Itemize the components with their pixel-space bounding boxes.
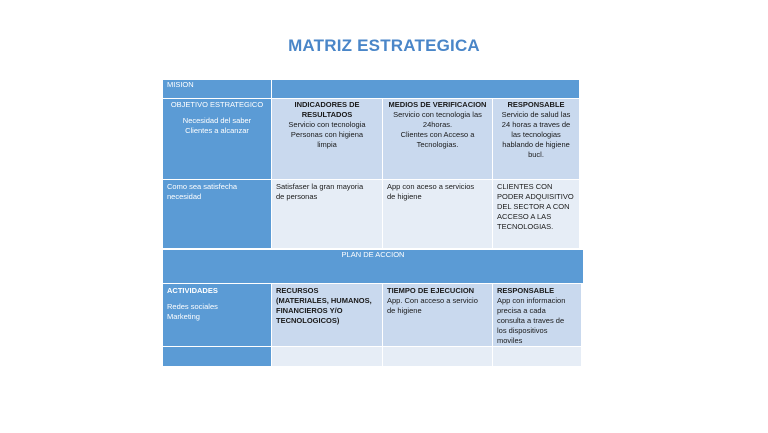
row2-col4-line3: DEL SECTOR A CON bbox=[497, 202, 570, 211]
mision-value-cell bbox=[272, 80, 579, 98]
responsable2-line1: RESPONSABLE bbox=[497, 286, 555, 295]
medios-body2: 24horas. bbox=[422, 120, 453, 129]
row2-col3-cell bbox=[383, 180, 492, 248]
tiempo-line3: de higiene bbox=[387, 306, 422, 315]
tiempo-line2: App. Con acceso a servicio bbox=[387, 296, 478, 305]
last-row-col1 bbox=[163, 347, 271, 366]
row2-col4-line5: TECNOLOGIAS. bbox=[497, 222, 554, 231]
row2-col2-line1: Satisfaser la gran mayoria bbox=[276, 182, 364, 191]
responsable2-line3: precisa a cada bbox=[497, 306, 546, 315]
last-row-col3 bbox=[383, 347, 492, 366]
actividades-item2: Marketing bbox=[167, 312, 200, 321]
last-row-col2 bbox=[272, 347, 382, 366]
indicadores-header1: INDICADORES DE bbox=[294, 100, 360, 109]
row2-col3-line2: de higiene bbox=[387, 192, 422, 201]
indicadores-cell bbox=[272, 99, 382, 179]
responsable1-body2: 24 horas a traves de bbox=[501, 120, 571, 129]
recursos-line2: (MATERIALES, HUMANOS, bbox=[276, 296, 372, 305]
indicadores-body1: Servicio con tecnologia bbox=[288, 120, 366, 129]
row2-col4-line2: PODER ADQUISITIVO bbox=[497, 192, 574, 201]
medios-body3: Clientes con Acceso a bbox=[400, 130, 475, 139]
row2-col2-cell bbox=[272, 180, 382, 248]
recursos-line1: RECURSOS bbox=[276, 286, 319, 295]
responsable2-line2: App con informacion bbox=[497, 296, 566, 305]
objetivo-line1: Necesidad del saber bbox=[182, 116, 252, 125]
medios-body1: Servicio con tecnologia las bbox=[393, 110, 482, 119]
mision-label-cell bbox=[163, 80, 271, 98]
tiempo-cell bbox=[383, 284, 492, 346]
recursos-line3: FINANCIEROS Y/O bbox=[276, 306, 343, 315]
row2-col1-line1: Como sea satisfecha bbox=[167, 182, 238, 191]
indicadores-body2: Personas con higiena bbox=[290, 130, 364, 139]
recursos-cell bbox=[272, 284, 382, 346]
responsable2-line4: consulta a traves de bbox=[497, 316, 565, 325]
medios-body4: Tecnologias. bbox=[416, 140, 459, 149]
responsable1-body4: hablando de higiene bbox=[502, 140, 570, 149]
tiempo-line1: TIEMPO DE EJECUCION bbox=[387, 286, 475, 295]
row2-col4-cell bbox=[493, 180, 579, 248]
row2-col2-line2: de personas bbox=[276, 192, 318, 201]
objetivo-label: OBJETIVO ESTRATEGICO bbox=[170, 100, 264, 109]
actividades-label: ACTIVIDADES bbox=[167, 286, 218, 295]
actividades-item1: Redes sociales bbox=[167, 302, 218, 311]
objetivo-line2: Clientes a alcanzar bbox=[185, 126, 249, 135]
plan-label: PLAN DE ACCION bbox=[341, 250, 405, 259]
responsable1-body5: bucl. bbox=[528, 150, 544, 159]
last-row-col4 bbox=[493, 347, 581, 366]
row2-col4-line1: CLIENTES CON bbox=[497, 182, 553, 191]
medios-cell bbox=[383, 99, 492, 179]
responsable1-body1: Servicio de salud las bbox=[501, 110, 571, 119]
row2-col1-cell bbox=[163, 180, 271, 248]
plan-band bbox=[163, 250, 583, 283]
responsable2-line6: moviles bbox=[497, 336, 523, 345]
row2-col3-line1: App con aceso a servicios bbox=[387, 182, 475, 191]
responsable1-cell bbox=[493, 99, 579, 179]
indicadores-body3: limpia bbox=[317, 140, 337, 149]
recursos-line4: TECNOLOGICOS) bbox=[276, 316, 340, 325]
objetivo-cell bbox=[163, 99, 271, 179]
responsable1-body3: las tecnologias bbox=[511, 130, 561, 139]
medios-header: MEDIOS DE VERIFICACION bbox=[388, 100, 487, 109]
row2-col1-line2: necesidad bbox=[167, 192, 202, 201]
mision-label: MISION bbox=[167, 80, 194, 89]
actividades-cell bbox=[163, 284, 271, 346]
row2-col4-line4: ACCESO A LAS bbox=[497, 212, 552, 221]
page-title: MATRIZ ESTRATEGICA bbox=[288, 36, 480, 55]
indicadores-header2: RESULTADOS bbox=[301, 110, 353, 119]
responsable1-header: RESPONSABLE bbox=[507, 100, 565, 109]
responsable2-line5: los dispositivos bbox=[497, 326, 548, 335]
responsable2-cell bbox=[493, 284, 581, 346]
